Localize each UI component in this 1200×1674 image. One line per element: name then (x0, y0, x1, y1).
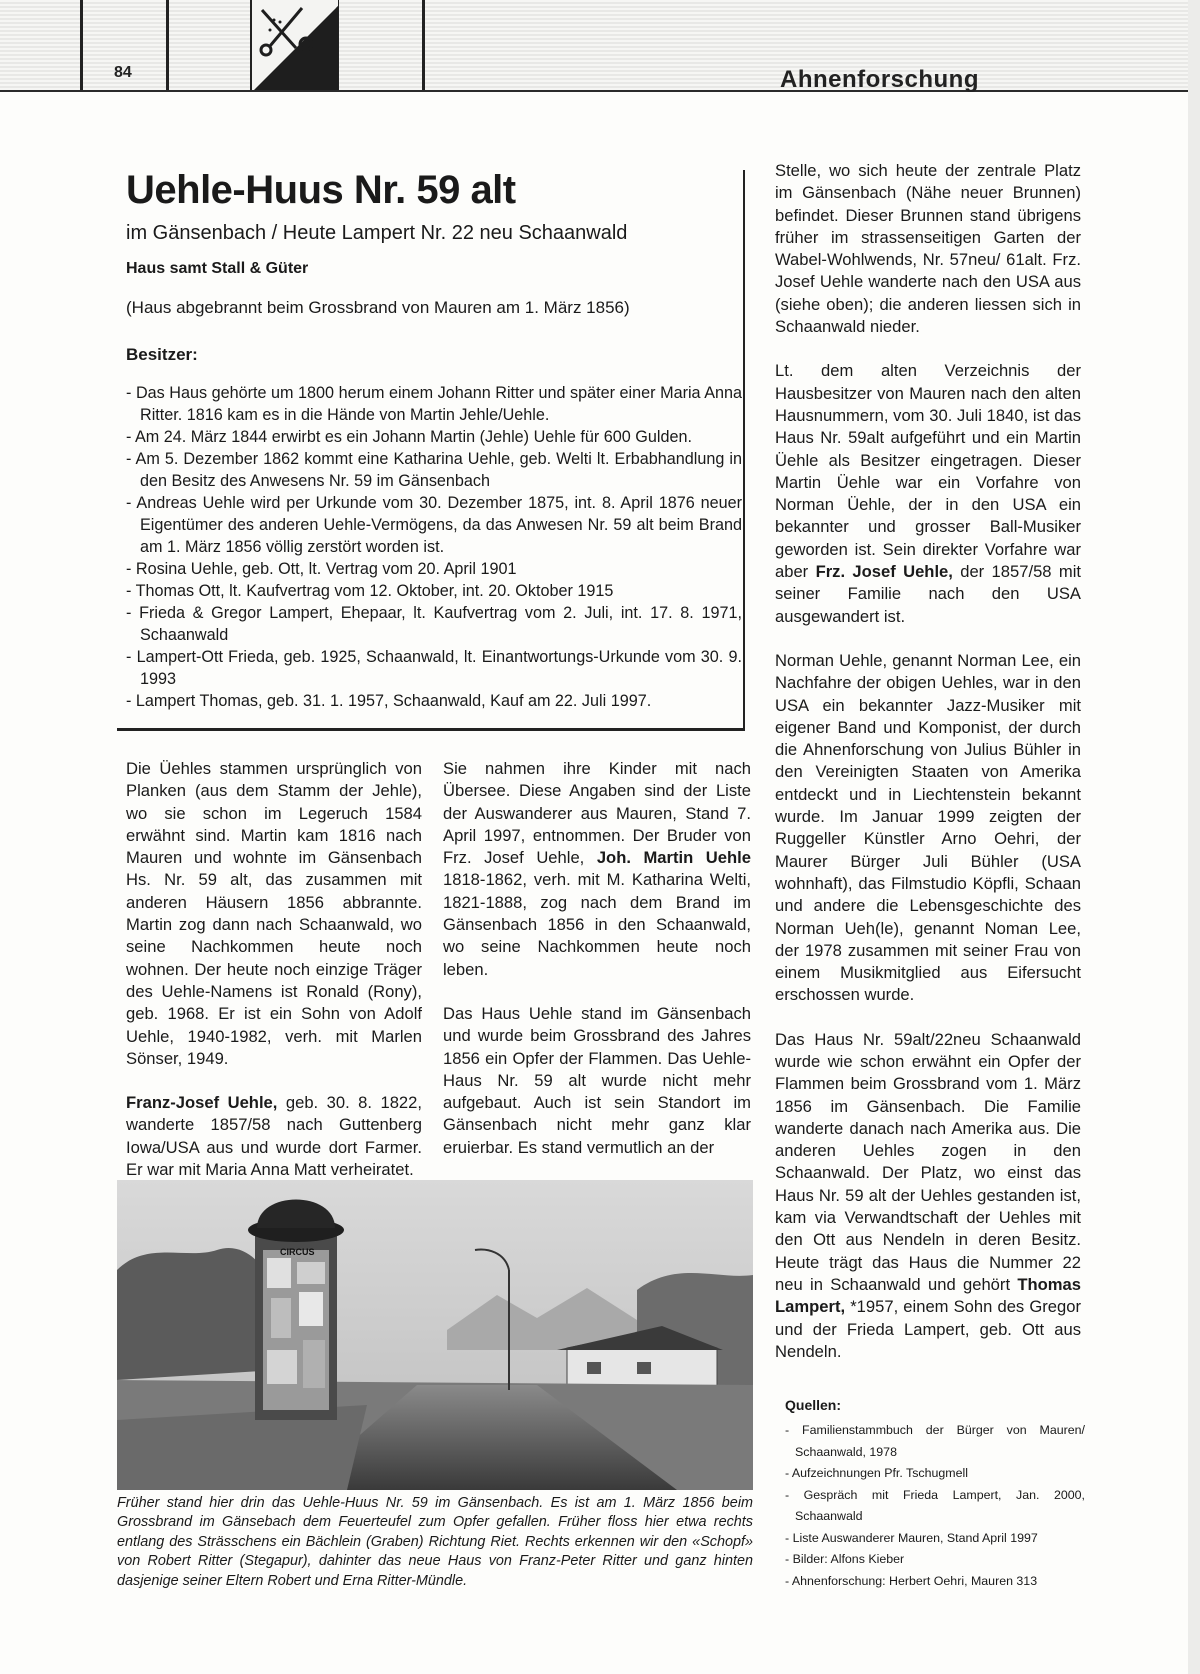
sources-label: Quellen: (785, 1397, 842, 1413)
article-title: Uehle-Huus Nr. 59 alt (126, 168, 516, 212)
list-item: - Ahnenforschung: Herbert Oehri, Mauren 313 (785, 1571, 1085, 1593)
paragraph (775, 360, 1081, 628)
paragraph: Norman Uehle, genannt Norman Lee, ein Nachfahre der obigen Uehles, war in den USA ein bekannter Jazz-Musiker mit eigener Band und Komponist, der durch die Ahnenforschung von Julius Bühler in den Vereinigten Staaten von Amerika entdeckt und in Liechtenstein bekannt wurde. Im Januar 1999 zeigten der Ruggeller Künstler Arno Oehri, der Maurer Bürger Juli Bühler (USA wohnhaft), das Filmstudio Köpfli, Schaan und andere die Lebensgeschichte des Norman Ueh(le), genannt Noman Lee, der 1978 zusammen mit seiner Frau von einem Musikmitglied aus Eifersucht erschossen wurde. (775, 650, 1081, 1005)
list-item: - Das Haus gehörte um 1800 herum einem Johann Ritter und später einer Maria Anna Ritter. 1816 kam es in die Hände von Martin Jehle/Uehle. (126, 382, 742, 426)
list-item: - Am 24. März 1844 erwirbt es ein Johann Martin (Jehle) Uehle für 600 Gulden. (126, 426, 742, 448)
column-middle (443, 758, 751, 1181)
photo-caption: Früher stand hier drin das Uehle-Huus Nr. 59 im Gänsenbach. Es ist am 1. März 1856 beim Grossbrand im Gänsebach dem Feuerteufel zum Opfer gefallen. Früher floss hier etwa rechts entlang des Strässchens ein Bächlein (Graben) Richtung Riet. Rechts erkennen wir den «Schopf» von Robert Ritter (Stegapur), dahinter das neue Haus von Franz-Peter Ritter und ganz hinten dasjenige seiner Eltern Robert und Erna Ritter-Mündle. (117, 1495, 753, 1589)
paragraph-text: geb. 30. 8. 1822, wanderte 1857/58 nach Guttenberg Iowa/USA aus und wurde dort Farmer. Er war mit Maria Anna Matt verheiratet. (126, 1093, 422, 1180)
list-item: - Gespräch mit Frieda Lampert, Jan. 2000, Schaanwald (785, 1485, 1085, 1528)
paragraph-text: Das Haus Nr. 59alt/22neu Schaanwald wurde wie schon erwähnt ein Opfer der Flammen beim Grossbrand vom 1. März 1856 im Gänsenbach. Die Familie wanderte danach nach Amerika aus. Die anderen Uehles zogen in den Schaanwald. Der Platz, wo einst das Haus Nr. 59 alt der Uehles gestanden ist, kam via Verwandtschaft der Uehles mit den Ott aus Nendeln in deren Besitz. Heute trägt das Haus die Nummer 22 neu in Schaanwald und gehört (775, 1029, 1081, 1294)
list-item: - Liste Auswanderer Mauren, Stand April 1997 (785, 1528, 1085, 1550)
paragraph (126, 1092, 422, 1181)
list-item: - Am 5. Dezember 1862 kommt eine Katharina Uehle, geb. Welti lt. Erbabhandlung in den Besitz des Anwesens Nr. 59 im Gänsenbach (126, 448, 742, 492)
list-item: - Andreas Uehle wird per Urkunde vom 30. Dezember 1875, int. 8. April 1876 neuer Eigentümer des anderen Uehle-Vermögens, da das Anwesen Nr. 59 alt beim Brand am 1. März 1856 völlig zerstört worden ist. (126, 492, 742, 558)
list-item: - Thomas Ott, lt. Kaufvertrag vom 12. Oktober, int. 20. Oktober 1915 (126, 580, 742, 602)
paragraph-text: Lt. dem alten Verzeichnis der Hausbesitzer von Mauren nach den alten Hausnummern, vom 30. Juli 1840, ist das Haus Nr. 59alt aufgeführt und ein Martin Üehle als Besitzer eingetragen. Dieser Martin Üehle war ein Vorfahre von Norman Üehle, der in den USA ein bekannter und grosser Ball-Musiker geworden ist. Sein direkter Vorfahre war aber (775, 361, 1081, 582)
street-photo (117, 1180, 753, 1490)
list-item: - Lampert Thomas, geb. 31. 1. 1957, Schaanwald, Kauf am 22. Juli 1997. (126, 690, 742, 712)
article-note: (Haus abgebrannt beim Grossbrand von Mauren am 1. März 1856) (126, 298, 630, 317)
list-item: - Frieda & Gregor Lampert, Ehepaar, lt. Kaufvertrag vom 2. Juli, int. 17. 8. 1971, Schaanwald (126, 602, 742, 646)
list-item: - Rosina Uehle, geb. Ott, lt. Vertrag vom 20. April 1901 (126, 558, 742, 580)
paragraph-text: der 1857/58 mit seiner Familie nach den USA ausgewandert ist. (775, 562, 1081, 626)
section-title: Ahnenforschung (780, 66, 979, 93)
header-band (0, 0, 1200, 92)
column-left (126, 758, 422, 1203)
header-divider (422, 0, 425, 92)
header-divider (80, 0, 83, 92)
bold-name: Thomas Lampert, (775, 1274, 1081, 1317)
poster-text: CIRCUS (280, 1247, 315, 1257)
article-subtitle: im Gänsenbach / Heute Lampert Nr. 22 neu Schaanwald (126, 222, 628, 244)
paragraph-text: 1818-1862, verh. mit M. Katharina Welti, 1821-1888, zog nach dem Brand im Gänsenbach 1856 in den Schaanwald, wo seine Nachkommen heute noch leben. (443, 870, 751, 979)
list-item: - Aufzeichnungen Pfr. Tschugmell (785, 1463, 1085, 1485)
paragraph (775, 1029, 1081, 1363)
bold-name: Frz. Josef Uehle, (815, 562, 953, 582)
paragraph: Stelle, wo sich heute der zentrale Platz im Gänsenbach (Nähe neuer Brunnen) befindet. Dieser Brunnen stand übrigens früher im strassenseitigen Garten der Wabel-Wohlwends, Nr. 57neu/ 61alt. Frz. Josef Uehle wanderte nach den USA aus (siehe oben); die anderen liessen sich in Schaanwald nieder. (775, 161, 1081, 337)
list-item: - Familienstammbuch der Bürger von Mauren/ Schaanwald, 1978 (785, 1420, 1085, 1463)
paragraph (443, 758, 751, 981)
article-subhead: Haus samt Stall & Güter (126, 260, 309, 277)
list-item: - Lampert-Ott Frieda, geb. 1925, Schaanwald, lt. Einantwortungs-Urkunde vom 30. 9. 1993 (126, 646, 742, 690)
page-number: 84 (114, 64, 132, 81)
paragraph: Das Haus Uehle stand im Gänsenbach und wurde beim Grossbrand des Jahres 1856 ein Opfer der Flammen. Das Uehle-Haus Nr. 59 alt wurde nicht mehr aufgebaut. Auch ist sein Standort im Gänsenbach nicht mehr ganz klar eruierbar. Es stand vermutlich an der (443, 1003, 751, 1157)
paragraph: Die Üehles stammen ursprünglich von Planken (aus dem Stamm der Jehle), wo sie schon im Legeruch 1584 erwähnt sind. Martin kam 1816 nach Mauren und wohnte im Gänsenbach Hs. Nr. 59 alt, das zusammen mit anderen Häusern 1856 abbrannte. Martin zog dann nach Schaanwald, wo seine Nachkommen heute noch wohnen. Der heute noch einzige Träger des Uehle-Namens ist Ronald (Rony), geb. 1968. Er ist ein Sohn von Adolf Uehle, 1940-1982, verh. mit Marlen Sönser, 1949. (126, 759, 422, 1068)
box-border-bottom (117, 728, 745, 731)
header-divider (166, 0, 169, 92)
bold-name: Joh. Martin Uehle (596, 848, 751, 868)
owners-label: Besitzer: (126, 345, 198, 364)
paragraph-text: Sie nahmen ihre Kinder mit nach Übersee. Diese Angaben sind der Liste der Auswanderer aus Mauren, Stand 7. April 1997, entnommen. Der Bruder von Frz. Josef Uehle, (443, 759, 751, 868)
paragraph-text: *1957, einem Sohn des Gregor und der Frieda Lampert, geb. Ott aus Nendeln. (775, 1297, 1081, 1361)
crossed-tools-icon (252, 0, 338, 92)
owners-list (126, 382, 742, 712)
list-item: - Bilder: Alfons Kieber (785, 1549, 1085, 1571)
bold-name: Franz-Josef Uehle, (126, 1093, 278, 1113)
box-border-right (743, 170, 745, 730)
page-edge (1188, 0, 1200, 1674)
column-right (775, 160, 1081, 1385)
header-rule (0, 90, 1200, 92)
sources-list (785, 1420, 1085, 1592)
